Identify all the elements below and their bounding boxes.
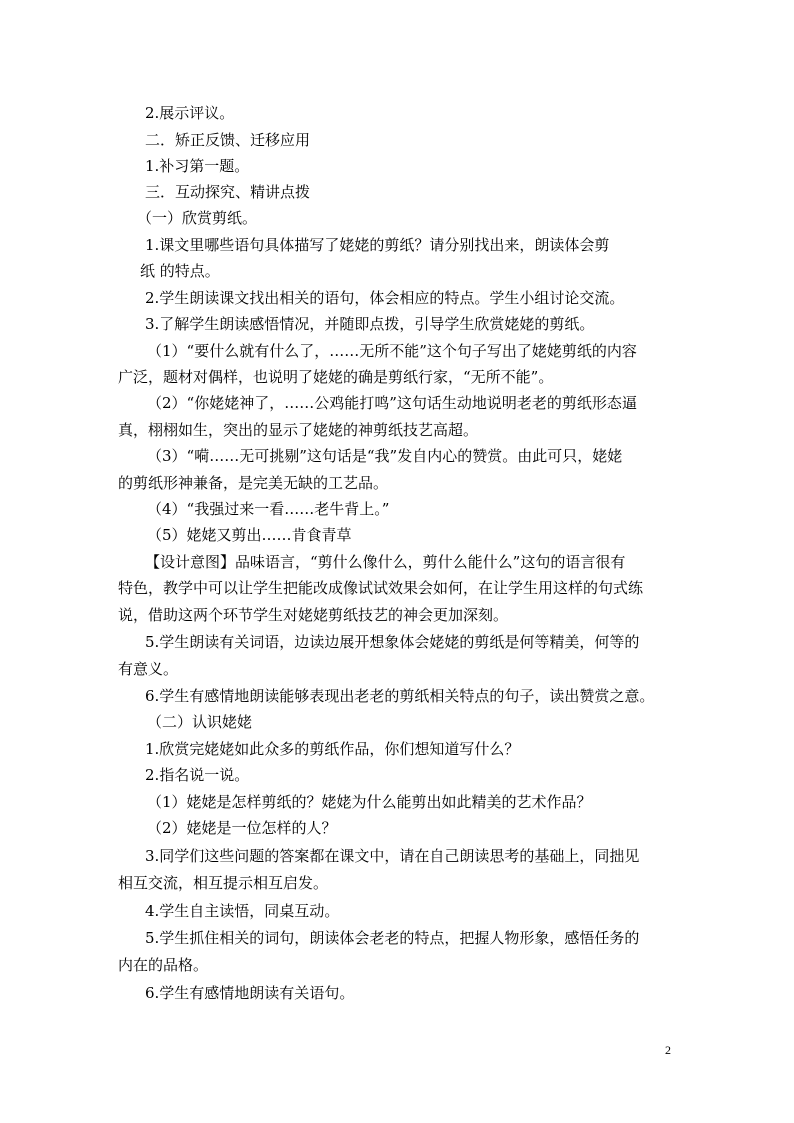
text-line: 说，借助这两个环节学生对姥姥剪纸技艺的神会更加深刻。 bbox=[118, 606, 509, 624]
subsection-heading: （一）欣赏剪纸。 bbox=[137, 209, 258, 227]
page-number: 2 bbox=[665, 1043, 671, 1057]
text-line: 3.了解学生朗读感悟情况，并随即点拨，引导学生欣赏姥姥的剪纸。 bbox=[145, 315, 595, 333]
text-line: 相互交流，相互提示相互启发。 bbox=[118, 874, 329, 892]
text-line: 6.学生有感情地朗读能够表现出老老的剪纸相关特点的句子，读出赞赏之意。 bbox=[145, 687, 655, 705]
text-line: 2.学生朗读课文找出相关的语句，体会相应的特点。学生小组讨论交流。 bbox=[145, 289, 625, 307]
text-line: 内在的品格。 bbox=[118, 956, 209, 974]
text-line: 4.学生自主读悟，同桌互动。 bbox=[145, 902, 340, 920]
text-line: 6.学生有感情地朗读有关语句。 bbox=[145, 984, 355, 1002]
text-line: 5.学生朗读有关词语，边读边展开想象体会姥姥的剪纸是何等精美，何等的 bbox=[145, 633, 640, 651]
text-line: （2）姥姥是一位怎样的人？ bbox=[147, 819, 337, 837]
text-line: 3.同学们这些问题的答案都在课文中，请在自己朗读思考的基础上，同拙见 bbox=[145, 847, 640, 865]
text-line: （5）姥姥又剪出……肯食青草 bbox=[147, 526, 352, 544]
text-line: （3）“嗬……无可挑剔”这句话是“我”发自内心的赞赏。由此可只，姥姥 bbox=[147, 447, 623, 465]
text-line: 特色，教学中可以让学生把能改成像试试效果会如何，在让学生用这样的句式练 bbox=[118, 579, 644, 597]
text-line: （4）“我强过来一看……老牛背上。” bbox=[147, 500, 390, 518]
text-line: 广泛，题材对偶样，也说明了姥姥的确是剪纸行家，“无所不能”。 bbox=[118, 368, 554, 386]
text-line: （1）姥姥是怎样剪纸的？姥姥为什么能剪出如此精美的艺术作品？ bbox=[147, 793, 592, 811]
section-heading: 三．互动探究、精讲点拨 bbox=[145, 183, 311, 201]
section-heading: 二．矫正反馈、迁移应用 bbox=[145, 131, 311, 149]
text-line: 纸 的特点。 bbox=[140, 262, 220, 280]
text-line: 的剪纸形神兼备，是完美无缺的工艺品。 bbox=[118, 474, 389, 492]
text-line: 真，栩栩如生，突出的显示了姥姥的神剪纸技艺高超。 bbox=[118, 421, 479, 439]
text-line: 有意义。 bbox=[118, 660, 179, 678]
text-line: （1）“要什么就有什么了，……无所不能”这个句子写出了姥姥剪纸的内容 bbox=[147, 342, 637, 360]
text-line: 5.学生抓住相关的词句，朗读体会老老的特点，把握人物形象，感悟任务的 bbox=[145, 929, 640, 947]
text-line: 1.欣赏完姥姥如此众多的剪纸作品，你们想知道写什么？ bbox=[145, 740, 520, 758]
text-line: 2.展示评议。 bbox=[145, 104, 235, 122]
design-intent-note: 【设计意图】品味语言，“剪什么像什么，剪什么能什么”这句的语言很有 bbox=[145, 553, 626, 571]
text-line: 2.指名说一说。 bbox=[145, 766, 250, 784]
text-line: （2）“你姥姥神了，……公鸡能打鸣”这句话生动地说明老老的剪纸形态逼 bbox=[147, 394, 637, 412]
text-line: 1.课文里哪些语句具体描写了姥姥的剪纸？请分别找出来，朗读体会剪 bbox=[145, 236, 610, 254]
text-line: 1.补习第一题。 bbox=[145, 157, 250, 175]
subsection-heading: （二）认识姥姥 bbox=[147, 713, 253, 731]
